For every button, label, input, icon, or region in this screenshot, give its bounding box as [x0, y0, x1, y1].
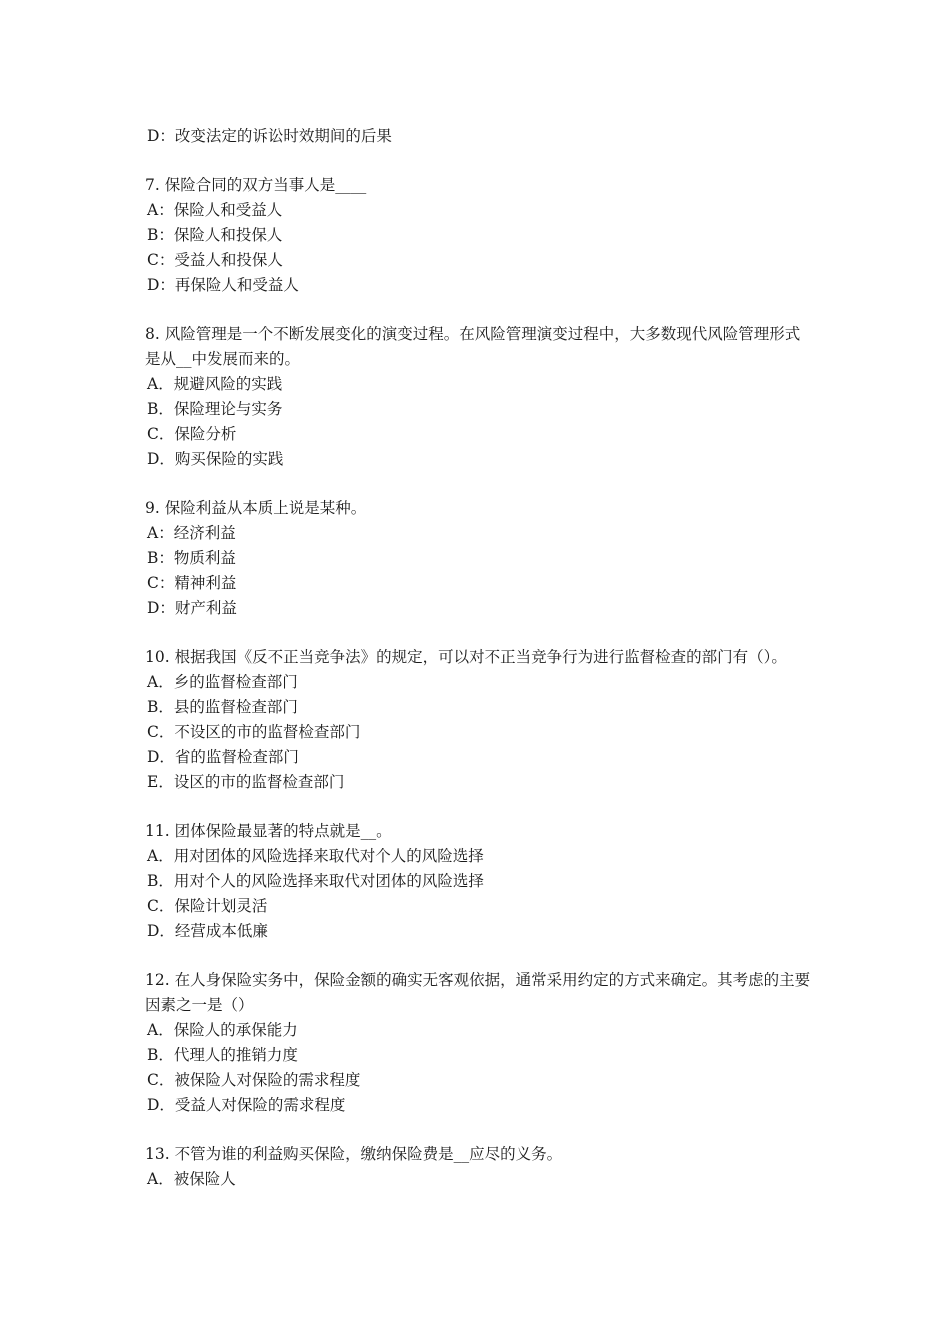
- option-d-q6: D：改变法定的诉讼时效期间的后果: [147, 127, 392, 145]
- question-10-text: 10. 根据我国《反不正当竞争法》的规定，可以对不正当竞争行为进行监督检查的部门有（）。: [145, 648, 787, 666]
- option-b-q9: B：物质利益: [147, 549, 236, 567]
- question-12-text: 12. 在人身保险实务中，保险金额的确实无客观依据，通常采用约定的方式来确定。其考虑的主要因素之一是（）: [145, 971, 811, 1014]
- option-c-q8: C．保险分析: [147, 425, 237, 443]
- option-a-q12: A．保险人的承保能力: [147, 1021, 298, 1039]
- option-c-q12: C．被保险人对保险的需求程度: [147, 1071, 361, 1089]
- question-9-text: 9. 保险利益从本质上说是某种。: [145, 499, 367, 517]
- option-c-q10: C．不设区的市的监督检查部门: [147, 723, 361, 741]
- option-d-q10: D．省的监督检查部门: [147, 748, 299, 766]
- option-a-q8: A．规避风险的实践: [147, 375, 283, 393]
- question-8-text: 8. 风险管理是一个不断发展变化的演变过程。在风险管理演变过程中，大多数现代风险管理形式是从__中发展而来的。: [145, 325, 801, 368]
- option-c-q11: C．保险计划灵活: [147, 897, 268, 915]
- option-a-q10: A．乡的监督检查部门: [147, 673, 298, 691]
- option-a-q9: A：经济利益: [147, 524, 236, 542]
- option-c-q9: C：精神利益: [147, 574, 237, 592]
- option-b-q12: B．代理人的推销力度: [147, 1046, 298, 1064]
- option-d-q7: D：再保险人和受益人: [147, 276, 299, 294]
- question-11-text: 11. 团体保险最显著的特点就是__。: [145, 822, 392, 840]
- document-page: [145, 124, 815, 1192]
- option-c-q7: C：受益人和投保人: [147, 251, 283, 269]
- option-e-q10: E．设区的市的监督检查部门: [147, 773, 345, 791]
- option-a-q7: A：保险人和受益人: [147, 201, 283, 219]
- option-d-q11: D．经营成本低廉: [147, 922, 268, 940]
- question-13-text: 13. 不管为谁的利益购买保险，缴纳保险费是__应尽的义务。: [145, 1145, 563, 1163]
- option-d-q8: D．购买保险的实践: [147, 450, 284, 468]
- option-b-q10: B．县的监督检查部门: [147, 698, 298, 716]
- option-a-q11: A．用对团体的风险选择来取代对个人的风险选择: [147, 847, 484, 865]
- option-a-q13: A．被保险人: [147, 1170, 236, 1188]
- option-d-q12: D．受益人对保险的需求程度: [147, 1096, 346, 1114]
- option-d-q9: D：财产利益: [147, 599, 237, 617]
- question-7-text: 7. 保险合同的双方当事人是____: [145, 176, 367, 194]
- option-b-q11: B．用对个人的风险选择来取代对团体的风险选择: [147, 872, 484, 890]
- option-b-q7: B：保险人和投保人: [147, 226, 283, 244]
- option-b-q8: B．保险理论与实务: [147, 400, 283, 418]
